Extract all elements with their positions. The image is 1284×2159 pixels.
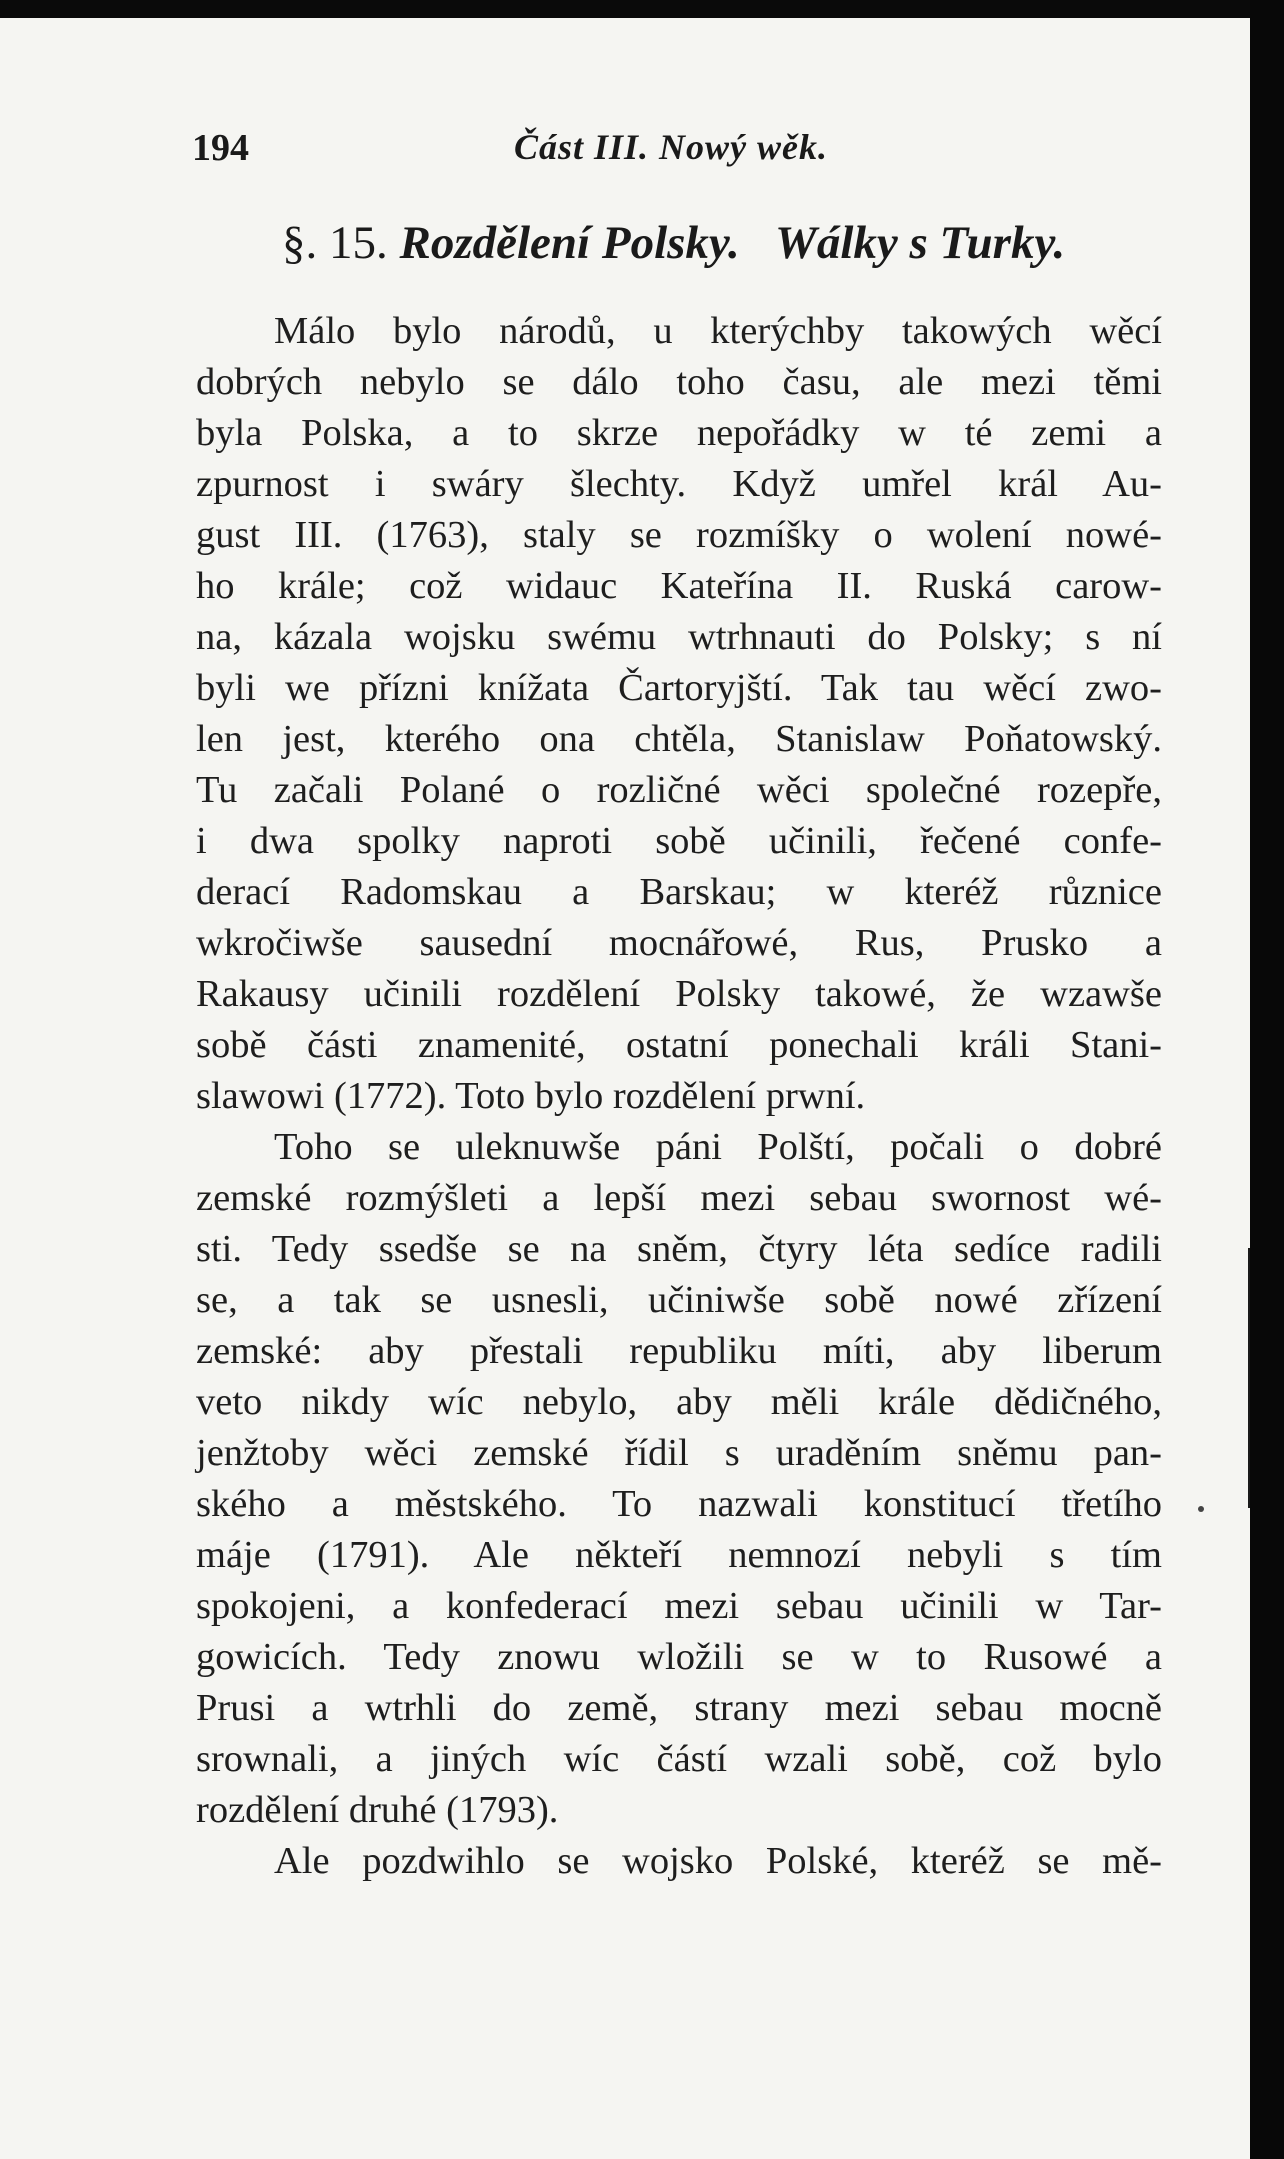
text-line: Rakausy učinili rozdělení Polsky takowé, že wzawše — [196, 973, 1162, 1015]
text-line: Ale pozdwihlo se wojsko Polské, kteréž se mě- — [274, 1840, 1162, 1882]
text-line: spokojeni, a konfederací mezi sebau učinili w Tar- — [196, 1585, 1162, 1627]
text-line: Prusi a wtrhli do země, strany mezi sebau mocně — [196, 1687, 1162, 1729]
text-line: zpurnost i swáry šlechty. Když umřel král Au- — [196, 463, 1162, 505]
scan-artifact-dot — [1198, 1506, 1204, 1512]
text-line: sobě části znamenité, ostatní ponechali králi Stani- — [196, 1024, 1162, 1066]
text-line: Toho se uleknuwše páni Polští, počali o dobré — [274, 1126, 1162, 1168]
scan-edge — [1250, 0, 1284, 2159]
text-line: gowicích. Tedy znowu wložili se w to Rusowé a — [196, 1636, 1162, 1678]
text-line: slawowi (1772). Toto bylo rozdělení prwní. — [196, 1075, 866, 1117]
text-line: ho krále; což widauc Kateřína II. Ruská carow- — [196, 565, 1162, 607]
text-line: wkročiwše sausední mocnářowé, Rus, Prusko a — [196, 922, 1162, 964]
text-line: byla Polska, a to skrze nepořádky w té zemi a — [196, 412, 1162, 454]
text-line: gust III. (1763), staly se rozmíšky o wolení nowé- — [196, 514, 1162, 556]
text-line: i dwa spolky naproti sobě učinili, řečené confe- — [196, 820, 1162, 862]
text-line: len jest, kterého ona chtěla, Stanislaw Poňatowský. — [196, 718, 1162, 760]
text-line: veto nikdy wíc nebylo, aby měli krále dědičného, — [196, 1381, 1162, 1423]
section-heading — [282, 216, 1065, 270]
page-header — [192, 126, 852, 176]
text-line: ského a městského. To nazwali konstitucí třetího — [196, 1483, 1162, 1525]
text-line: jenžtoby wěci zemské řídil s uraděním sněmu pan- — [196, 1432, 1162, 1474]
text-line: Tu začali Polané o rozličné wěci společné rozepře, — [196, 769, 1162, 811]
text-line: na, kázala wojsku swému wtrhnauti do Polsky; s ní — [196, 616, 1162, 658]
section-title: Rozdělení Polsky. — [399, 217, 740, 269]
text-line: Málo bylo národů, u kterýchby takowých wěcí — [274, 310, 1162, 352]
text-line: zemské: aby přestali republiku míti, aby liberum — [196, 1330, 1162, 1372]
book-page — [0, 18, 1250, 2159]
page-number: 194 — [192, 127, 249, 169]
section-subtitle: Wálky s Turky. — [775, 217, 1066, 269]
text-line: se, a tak se usnesli, učiniwše sobě nowé zřízení — [196, 1279, 1162, 1321]
text-line: zemské rozmýšleti a lepší mezi sebau swornost wé- — [196, 1177, 1162, 1219]
text-line: máje (1791). Ale někteří nemnozí nebyli s tím — [196, 1534, 1162, 1576]
running-head: Část III. Nowý wěk. — [514, 127, 829, 167]
text-line: byli we přízni knížata Čartoryjští. Tak tau wěcí zwo- — [196, 667, 1162, 709]
text-line: sti. Tedy ssedše se na sněm, čtyry léta sedíce radili — [196, 1228, 1162, 1270]
text-line: srownali, a jiných wíc částí wzali sobě, což bylo — [196, 1738, 1162, 1780]
text-line: derací Radomskau a Barskau; w kteréž různice — [196, 871, 1162, 913]
body-text — [196, 306, 1162, 1887]
text-line: dobrých nebylo se dálo toho času, ale mezi těmi — [196, 361, 1162, 403]
section-number: §. 15. — [282, 217, 388, 269]
text-line: rozdělení druhé (1793). — [196, 1789, 559, 1831]
